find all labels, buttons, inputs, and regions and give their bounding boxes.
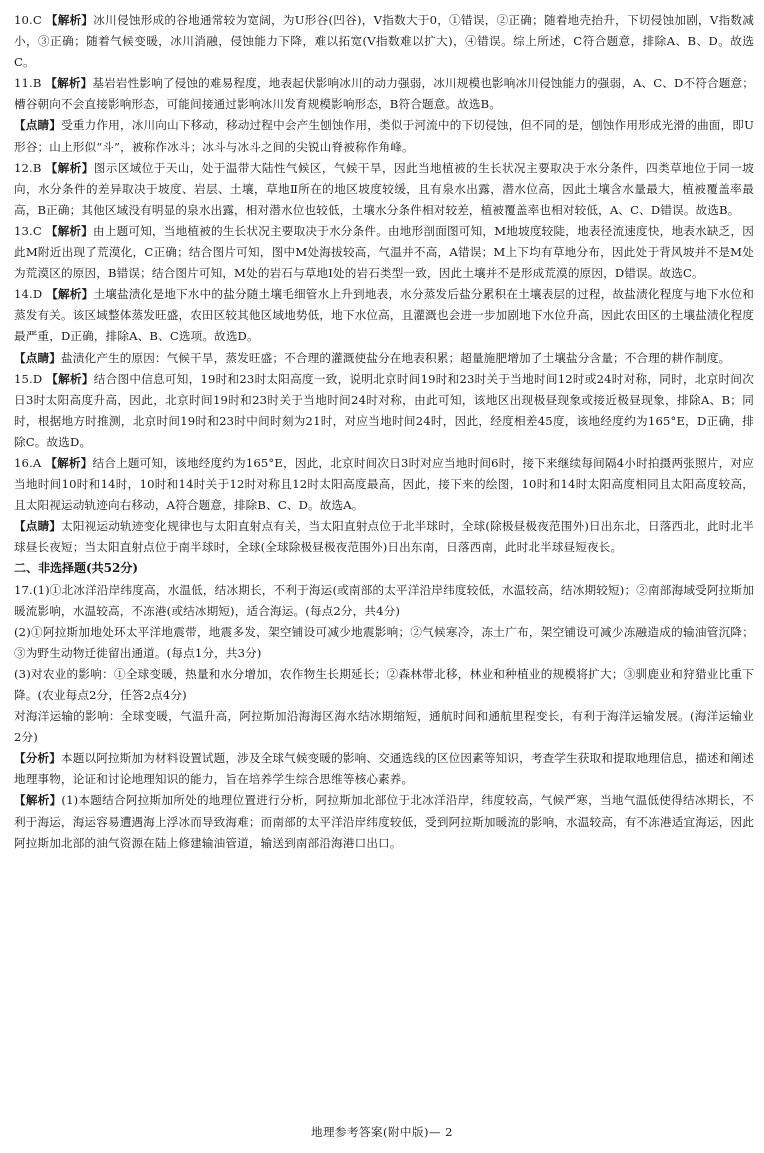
answer-page	[14, 10, 754, 854]
paragraph-text: 冰川侵蚀形成的谷地通常较为宽阔，为U形谷(凹谷)，V指数大于0，①错误，②正确；随着地壳抬升，下切侵蚀加剧，V指数减小，③正确；随着气候变暖，冰川消融，侵蚀能力下降，难以拓宽(V指数难以扩大)，④错误。综上所述，C符合题意，排除A、B、D。故选C。	[14, 13, 754, 70]
question-number: 11.B	[14, 76, 46, 91]
paragraph-text: 太阳视运动轨迹变化规律也与太阳直射点有关，当太阳直射点位于北半球时，全球(除极昼极夜范围外)日出东北，日落西北，此时北半球昼长夜短；当太阳直射点位于南半球时，全球(全球除极昼极夜范围外)日出东南，日落西南，此时北半球昼短夜长。	[14, 519, 754, 555]
paragraph-text: 结合图中信息可知，19时和23时太阳高度一致，说明北京时间19时和23时关于当地时间12时或24时对称，同时，北京时间次日3时太阳高度升高，因此，北京时间19时和23时关于当地时间24时对称，由此可知，该地区出现极昼现象或接近极昼现象，排除A、B；同时，根据地方时推测，北京时间19时和23时中间时刻为21时，对应当地时间24时，因此，经度相差45度，该地经度约为165°E，D正确，排除C。故选D。	[14, 371, 754, 449]
question-number: 12.B	[14, 160, 46, 175]
question-number: 15.D	[14, 371, 47, 386]
question-number: 17.	[14, 582, 33, 597]
answer-paragraph	[14, 748, 754, 790]
question-number: 16.A	[14, 455, 46, 470]
label-tag: 【解析】	[45, 160, 94, 175]
answer-paragraph	[14, 73, 754, 115]
question-number: 10.C	[14, 13, 46, 27]
question-number: 13.C	[14, 223, 46, 238]
label-tag: 【点睛】	[14, 118, 62, 133]
paragraph-text: (3)对农业的影响：①全球变暖，热量和水分增加，农作物生长期延长；②森林带北移，林业和种植业的规模将扩大；③驯鹿业和狩猎业比重下降。(农业每点2分，任答2点4分)	[14, 666, 754, 702]
section-heading	[14, 558, 754, 579]
label-tag: 【解析】	[45, 223, 94, 238]
answer-paragraph	[14, 369, 754, 453]
paragraph-text: 由上题可知，当地植被的生长状况主要取决于水分条件。由地形剖面图可知，M地坡度较陡，地表径流速度快，地表水缺乏，因此M附近出现了荒漠化，C正确；结合图片可知，图中M处海拔较高，气温并不高，A错误；M上下均有草地分布，因此处于背风坡并不是M处为荒漠区的原因，B错误；结合图片可知，M处的岩石与草地Ⅰ处的岩石类型一致，因此土壤并不是形成荒漠的原因，D错误。故选C。	[14, 223, 754, 281]
answer-paragraph	[14, 158, 754, 221]
paragraph-text: (1)①北冰洋沿岸纬度高，水温低，结冰期长，不利于海运(或南部的太平洋沿岸纬度较低，水温较高，结冰期较短)；②南部海域受阿拉斯加暖流影响，水温较高，不冻港(或结冰期短)，适合海运。(每点2分，共4分)	[14, 582, 754, 618]
answer-paragraph	[14, 221, 754, 284]
label-tag: 【解析】	[45, 13, 94, 27]
label-tag: 【解析】	[46, 287, 94, 302]
paragraph-text: 盐渍化产生的原因：气候干旱，蒸发旺盛；不合理的灌溉使盐分在地表积累；超量施肥增加了土壤盐分含量；不合理的耕作制度。	[60, 350, 731, 365]
paragraph-text: (2)①阿拉斯加地处环太平洋地震带，地震多发，架空铺设可减少地震影响；②气候寒冷，冻土广布，架空铺设可减少冻融造成的输油管沉降；③为野生动物迁徙留出通道。(每点1分，共3分)	[14, 624, 754, 660]
paragraph-text: 对海洋运输的影响：全球变暖，气温升高，阿拉斯加沿海海区海水结冰期缩短，通航时间和通航里程变长，有利于海洋运输发展。(海洋运输业2分)	[14, 709, 754, 745]
label-tag: 【解析】	[45, 455, 93, 470]
paragraph-text: 土壤盐渍化是地下水中的盐分随土壤毛细管水上升到地表，水分蒸发后盐分累积在土壤表层的过程，故盐渍化程度与地下水位和蒸发有关。该区域整体蒸发旺盛，农田区较其他区域地势低，地下水位高，且灌溉也会进一步加剧地下水位升高，因此农田区的土壤盐渍化程度最严重，D正确，排除A、B、C选项。故选D。	[14, 287, 755, 344]
label-tag: 【分析】	[14, 751, 61, 766]
paragraph-text: 图示区域位于天山，处于温带大陆性气候区，气候干旱，因此当地植被的生长状况主要取决于水分条件，四类草地位于同一坡向，水分条件的差异取决于坡度、岩层、土壤，草地Ⅱ所在的地区坡度较缓，且有泉水出露，潜水位高，因此土壤含水量最大，植被覆盖率最高，B正确；其他区域没有明显的泉水出露，相对潜水位也较低，土壤水分条件相对较差，植被覆盖率也相对较低，A、C、D错误。故选B。	[14, 160, 754, 217]
answer-paragraph	[14, 580, 754, 622]
paragraph-text: 二、非选择题(共52分)	[14, 561, 139, 576]
page-footer: 地理参考答案(附中版)— 2	[311, 1125, 453, 1139]
answer-paragraph	[14, 516, 754, 558]
paragraph-text: 受重力作用，冰川向山下移动，移动过程中会产生刨蚀作用，类似于河流中的下切侵蚀，但不同的是，刨蚀作用形成光滑的曲面，即U形谷；山上形似“斗”，被称作冰斗；冰斗与冰斗之间的尖锐山脊被称作角峰。	[14, 118, 754, 154]
answer-paragraph	[14, 10, 754, 73]
label-tag: 【点睛】	[14, 350, 61, 365]
paragraph-text: 本题以阿拉斯加为材料设置试题，涉及全球气候变暖的影响、交通选线的区位因素等知识，考查学生获取和提取地理信息，描述和阐述地理事物，论证和讨论地理知识的能力，旨在培养学生综合思维等核心素养。	[14, 751, 754, 787]
paragraph-text: (1)本题结合阿拉斯加所处的地理位置进行分析，阿拉斯加北部位于北冰洋沿岸，纬度较高，气候严寒，当地气温低使得结冰期长，不利于海运，海运容易遭遇海上浮冰而导致海难；而南部的太平洋沿岸纬度较低，受到阿拉斯加暖流的影响，水温较高，有不冻港适宜海运，因此阿拉斯加北部的油气资源在陆上修建输油管道，输送到南部沿海港口出口。	[14, 793, 754, 850]
answer-paragraph	[14, 790, 754, 853]
answer-paragraph	[14, 115, 754, 157]
label-tag: 【解析】	[45, 76, 93, 91]
paragraph-text: 基岩岩性影响了侵蚀的难易程度，地表起伏影响冰川的动力强弱，冰川规模也影响冰川侵蚀能力的强弱，A、C、D不符合题意；槽谷朝向不会直接影响形态，可能间接通过影响冰川发育规模影响形态，B符合题意。故选B。	[14, 76, 754, 112]
answer-paragraph	[14, 453, 754, 516]
question-number: 14.D	[14, 287, 47, 302]
answer-paragraph	[14, 664, 754, 706]
paragraph-text: 结合上题可知，该地经度约为165°E，因此，北京时间次日3时对应当地时间6时，接下来继续每间隔4小时拍摄两张照片，对应当地时间10时和14时，10时和14时关于12时对称且12时太阳高度最高，因此，接下来的绘图，10时和14时太阳高度相同且太阳高度较高，且太阳视运动轨迹向右移动，A符合题意，排除B、C、D。故选A。	[14, 455, 754, 513]
answer-paragraph	[14, 622, 754, 664]
answer-paragraph	[14, 706, 754, 748]
label-tag: 【解析】	[14, 793, 62, 808]
answer-paragraph	[14, 284, 754, 347]
label-tag: 【解析】	[46, 371, 94, 386]
answer-paragraph	[14, 348, 754, 369]
label-tag: 【点睛】	[14, 519, 62, 534]
